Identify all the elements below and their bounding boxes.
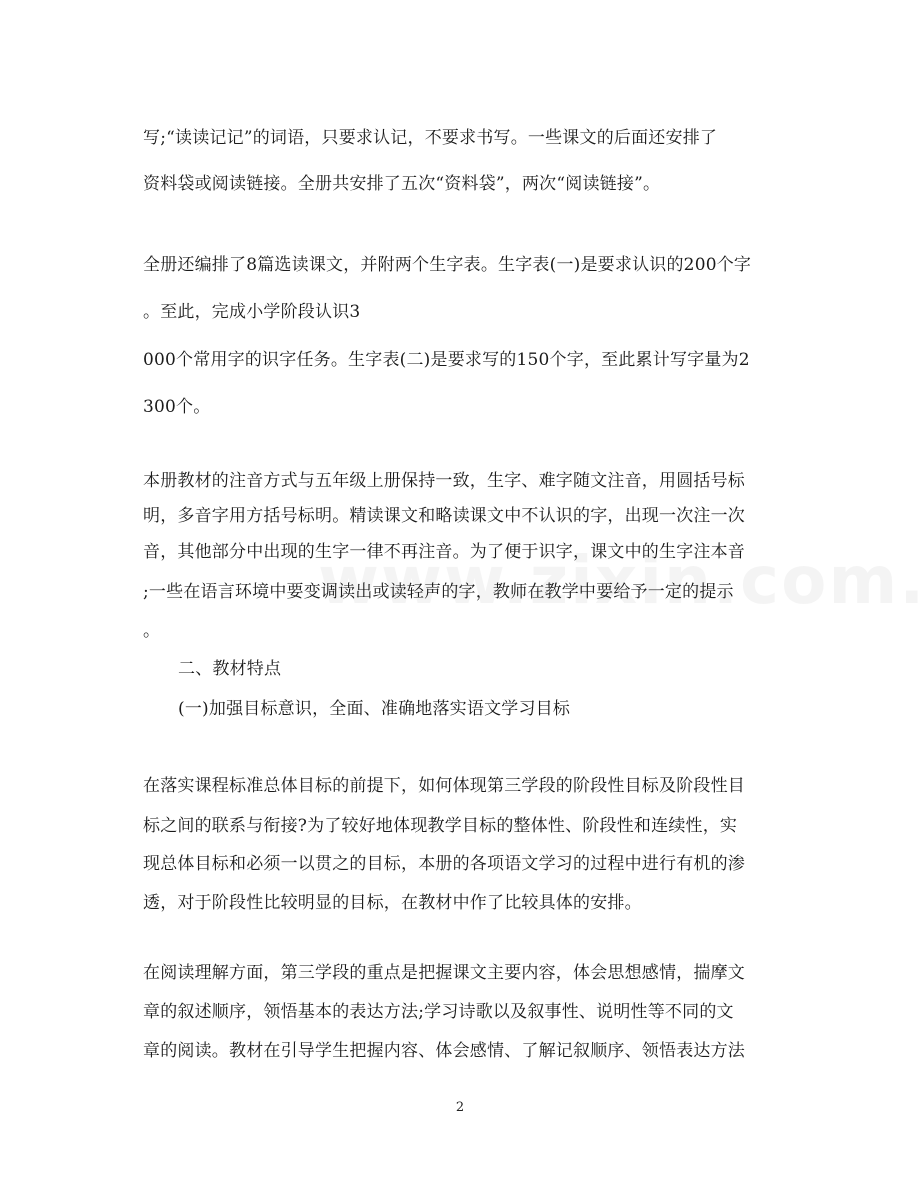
text-line: 000个常用字的识字任务。生字表(二)是要求写的150个字，至此累计写字量为2 bbox=[143, 350, 750, 370]
text-line: 写;“读读记记”的词语，只要求认记，不要求书写。一些课文的后面还安排了 bbox=[143, 128, 718, 148]
text-line: 音，其他部分中出现的生字一律不再注音。为了便于识字，课文中的生字注本音 bbox=[143, 542, 745, 562]
text-line: 透，对于阶段性比较明显的目标，在教材中作了比较具体的安排。 bbox=[143, 893, 642, 913]
page-number: 2 bbox=[455, 1100, 465, 1115]
text-line: 。至此，完成小学阶段认识3 bbox=[143, 302, 361, 322]
text-line: 章的阅读。教材在引导学生把握内容、体会感情、了解记叙顺序、领悟表达方法 bbox=[143, 1041, 745, 1061]
text-line: 全册还编排了8篇选读课文，并附两个生字表。生字表(一)是要求认识的200个字 bbox=[143, 255, 752, 275]
text-line: 300个。 bbox=[143, 397, 211, 417]
text-line: ;一些在语言环境中要变调读出或读轻声的字，教师在教学中要给予一定的提示 bbox=[143, 582, 734, 602]
text-line: 在落实课程标准总体目标的前提下，如何体现第三学段的阶段性目标及阶段性目 bbox=[143, 776, 745, 796]
text-line: 资料袋或阅读链接。全册共安排了五次“资料袋”，两次“阅读链接”。 bbox=[143, 174, 661, 194]
text-line: 在阅读理解方面，第三学段的重点是把握课文主要内容，体会思想感情，揣摩文 bbox=[143, 963, 745, 983]
section-heading: 二、教材特点 bbox=[178, 659, 282, 679]
text-line: 。 bbox=[143, 621, 161, 641]
text-line: 现总体目标和必须一以贯之的目标，本册的各项语文学习的过程中进行有机的渗 bbox=[143, 854, 745, 874]
subsection-heading: (一)加强目标意识，全面、准确地落实语文学习目标 bbox=[178, 699, 571, 719]
text-line: 章的叙述顺序，领悟基本的表达方法;学习诗歌以及叙事性、说明性等不同的文 bbox=[143, 1002, 734, 1022]
text-line: 明，多音字用方括号标明。精读课文和略读课文中不认识的字，出现一次注一次 bbox=[143, 506, 745, 526]
text-line: 本册教材的注音方式与五年级上册保持一致，生字、难字随文注音，用圆括号标 bbox=[143, 471, 745, 491]
text-line: 标之间的联系与衔接?为了较好地体现教学目标的整体性、阶段性和连续性，实 bbox=[143, 816, 738, 836]
